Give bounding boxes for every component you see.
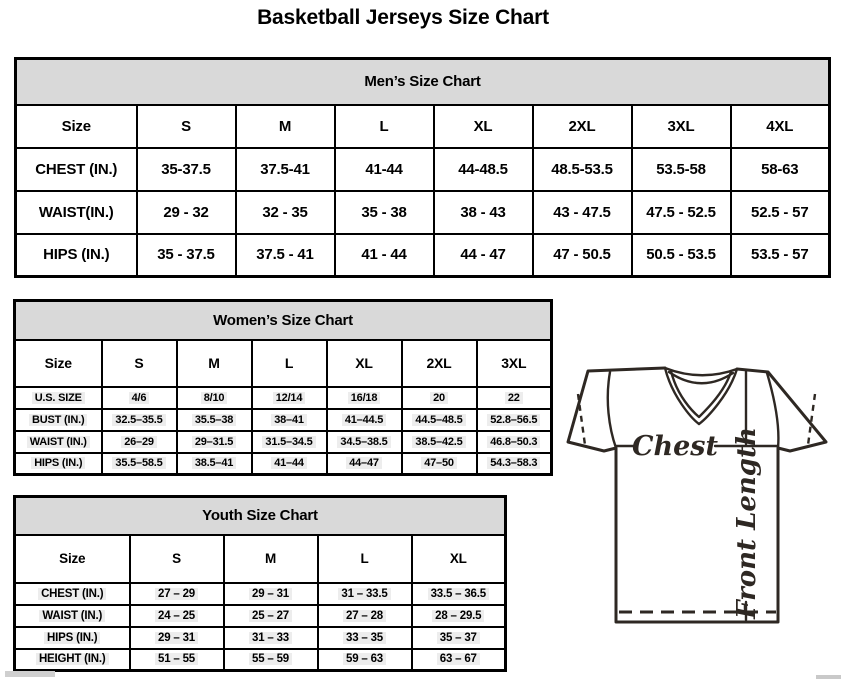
cell: 48.5-53.5 — [533, 148, 632, 191]
cell-text: 29 – 31 — [249, 588, 292, 600]
column-header-row — [15, 535, 506, 583]
row-label — [15, 387, 102, 409]
cell: 44-48.5 — [434, 148, 533, 191]
cell — [327, 409, 402, 431]
column-header: 4XL — [731, 105, 830, 148]
cell: 53.5-58 — [632, 148, 731, 191]
cell — [327, 387, 402, 409]
table-row — [15, 453, 552, 475]
column-header: 3XL — [477, 340, 552, 387]
cell: 38 - 43 — [434, 191, 533, 234]
cell — [252, 431, 327, 453]
cell-text: 20 — [430, 392, 448, 404]
cell — [252, 387, 327, 409]
row-label — [15, 431, 102, 453]
table-title: Men’s Size Chart — [16, 59, 830, 105]
cell — [224, 605, 318, 627]
cell-text: 35 – 37 — [437, 632, 480, 644]
cell-text: 28 – 29.5 — [432, 610, 484, 622]
row-label-text: CHEST (IN.) — [38, 588, 106, 600]
column-header: L — [318, 535, 412, 583]
cell: 47.5 - 52.5 — [632, 191, 731, 234]
row-label — [15, 605, 130, 627]
row-label-text: BUST (IN.) — [29, 414, 87, 426]
row-label — [15, 453, 102, 475]
cell — [412, 627, 506, 649]
cell: 37.5 - 41 — [236, 234, 335, 277]
mens-size-chart-table — [14, 57, 831, 278]
column-header: Size — [15, 340, 102, 387]
column-header: S — [102, 340, 177, 387]
cell-text: 4/6 — [129, 392, 150, 404]
cell-text: 63 – 67 — [437, 653, 480, 665]
cell — [224, 627, 318, 649]
cell-text: 29–31.5 — [192, 436, 236, 448]
cell-text: 8/10 — [201, 392, 228, 404]
cell: 53.5 - 57 — [731, 234, 830, 277]
table-row — [16, 234, 830, 277]
cell: 41 - 44 — [335, 234, 434, 277]
column-header: M — [224, 535, 318, 583]
cell: 29 - 32 — [137, 191, 236, 234]
cell — [130, 605, 224, 627]
column-header: XL — [327, 340, 402, 387]
jersey-measurement-diagram — [558, 358, 838, 630]
cell-text: 54.3–58.3 — [487, 457, 540, 469]
cell-text: 31 – 33 — [249, 632, 292, 644]
table-title: Youth Size Chart — [15, 497, 506, 535]
cell-text: 44–47 — [346, 457, 382, 469]
cell-text: 24 – 25 — [155, 610, 198, 622]
cell — [477, 431, 552, 453]
cell — [252, 453, 327, 475]
scrollbar-fragment-right — [816, 675, 841, 679]
column-header: S — [130, 535, 224, 583]
cell-text: 41–44.5 — [342, 414, 386, 426]
column-header: M — [236, 105, 335, 148]
cell — [130, 583, 224, 605]
cell — [224, 583, 318, 605]
youth-size-chart-table — [13, 495, 507, 672]
table-row — [15, 409, 552, 431]
jersey-outline — [568, 368, 826, 622]
cell-text: 33 – 35 — [343, 632, 386, 644]
cell: 35-37.5 — [137, 148, 236, 191]
cell — [402, 453, 477, 475]
table-row — [16, 191, 830, 234]
cell — [477, 387, 552, 409]
row-label — [15, 627, 130, 649]
row-label — [15, 409, 102, 431]
cell-text: 59 – 63 — [343, 653, 386, 665]
row-label-text: HIPS (IN.) — [31, 457, 85, 469]
column-header: M — [177, 340, 252, 387]
cell-text: 31.5–34.5 — [262, 436, 315, 448]
cell — [102, 409, 177, 431]
table-row — [15, 387, 552, 409]
cell — [327, 453, 402, 475]
chest-label: Chest — [632, 431, 718, 462]
row-label-text: U.S. SIZE — [32, 392, 85, 404]
cell — [327, 431, 402, 453]
cell-text: 34.5–38.5 — [337, 436, 390, 448]
cell-text: 38.5–42.5 — [412, 436, 465, 448]
cell-text: 32.5–35.5 — [112, 414, 165, 426]
cell — [318, 627, 412, 649]
cell-text: 26–29 — [121, 436, 157, 448]
table-row — [15, 583, 506, 605]
front-length-label: Front Length — [732, 427, 762, 619]
cell — [102, 453, 177, 475]
cell-text: 51 – 55 — [155, 653, 198, 665]
table-row — [15, 627, 506, 649]
cell-text: 46.8–50.3 — [487, 436, 540, 448]
row-label-text: WAIST (IN.) — [27, 436, 90, 448]
cell: 41-44 — [335, 148, 434, 191]
cell: 44 - 47 — [434, 234, 533, 277]
cell-text: 47–50 — [421, 457, 457, 469]
cell: 50.5 - 53.5 — [632, 234, 731, 277]
column-header: 2XL — [533, 105, 632, 148]
table-row — [16, 148, 830, 191]
cell-text: 33.5 – 36.5 — [428, 588, 489, 600]
column-header: XL — [434, 105, 533, 148]
row-label-text: HIPS (IN.) — [44, 632, 100, 644]
cell — [252, 409, 327, 431]
row-label: CHEST (IN.) — [16, 148, 137, 191]
row-label — [15, 649, 130, 671]
collar-arc-outer — [665, 368, 737, 375]
cell-text: 38–41 — [271, 414, 307, 426]
cell — [177, 409, 252, 431]
cell: 35 - 37.5 — [137, 234, 236, 277]
cell-text: 25 – 27 — [249, 610, 292, 622]
cell — [318, 583, 412, 605]
cell — [477, 453, 552, 475]
table-title-row — [15, 497, 506, 535]
cell-text: 27 – 28 — [343, 610, 386, 622]
column-header: Size — [15, 535, 130, 583]
cell-text: 35.5–38 — [192, 414, 236, 426]
row-label: WAIST(IN.) — [16, 191, 137, 234]
cell-text: 16/18 — [348, 392, 381, 404]
cell — [402, 387, 477, 409]
table-title-row — [15, 301, 552, 340]
cell-text: 38.5–41 — [192, 457, 236, 469]
left-armhole-seam — [608, 372, 616, 448]
cell-text: 31 – 33.5 — [338, 588, 390, 600]
cell — [412, 649, 506, 671]
cell: 43 - 47.5 — [533, 191, 632, 234]
cell-text: 22 — [505, 392, 523, 404]
cell — [177, 387, 252, 409]
column-header: L — [252, 340, 327, 387]
cell — [102, 387, 177, 409]
cell-text: 35.5–58.5 — [112, 457, 165, 469]
column-header: 2XL — [402, 340, 477, 387]
cell — [224, 649, 318, 671]
cell-text: 44.5–48.5 — [412, 414, 465, 426]
cell — [402, 431, 477, 453]
column-header-row — [15, 340, 552, 387]
scrollbar-fragment-left — [5, 671, 55, 677]
cell — [477, 409, 552, 431]
table-row — [15, 431, 552, 453]
womens-size-chart-table — [13, 299, 553, 476]
row-label — [15, 583, 130, 605]
row-label: HIPS (IN.) — [16, 234, 137, 277]
cell: 32 - 35 — [236, 191, 335, 234]
column-header: XL — [412, 535, 506, 583]
table-row — [15, 649, 506, 671]
cell — [412, 605, 506, 627]
cell-text: 29 – 31 — [155, 632, 198, 644]
cell — [130, 649, 224, 671]
cell — [177, 453, 252, 475]
cell-text: 12/14 — [273, 392, 306, 404]
cell-text: 55 – 59 — [249, 653, 292, 665]
row-label-text: WAIST (IN.) — [39, 610, 105, 622]
column-header-row — [16, 105, 830, 148]
column-header: 3XL — [632, 105, 731, 148]
cell — [130, 627, 224, 649]
table-title-row — [16, 59, 830, 105]
cell — [318, 649, 412, 671]
column-header: L — [335, 105, 434, 148]
table-title: Women’s Size Chart — [15, 301, 552, 340]
cell — [177, 431, 252, 453]
cell: 47 - 50.5 — [533, 234, 632, 277]
cell — [402, 409, 477, 431]
row-label-text: HEIGHT (IN.) — [36, 653, 109, 665]
cell: 52.5 - 57 — [731, 191, 830, 234]
cell-text: 41–44 — [271, 457, 307, 469]
column-header: Size — [16, 105, 137, 148]
cell: 35 - 38 — [335, 191, 434, 234]
cell: 37.5-41 — [236, 148, 335, 191]
cell: 58-63 — [731, 148, 830, 191]
page-title: Basketball Jerseys Size Chart — [257, 6, 549, 29]
column-header: S — [137, 105, 236, 148]
cell — [102, 431, 177, 453]
table-row — [15, 605, 506, 627]
cell-text: 27 – 29 — [155, 588, 198, 600]
cell — [318, 605, 412, 627]
cell-text: 52.8–56.5 — [487, 414, 540, 426]
cell — [412, 583, 506, 605]
